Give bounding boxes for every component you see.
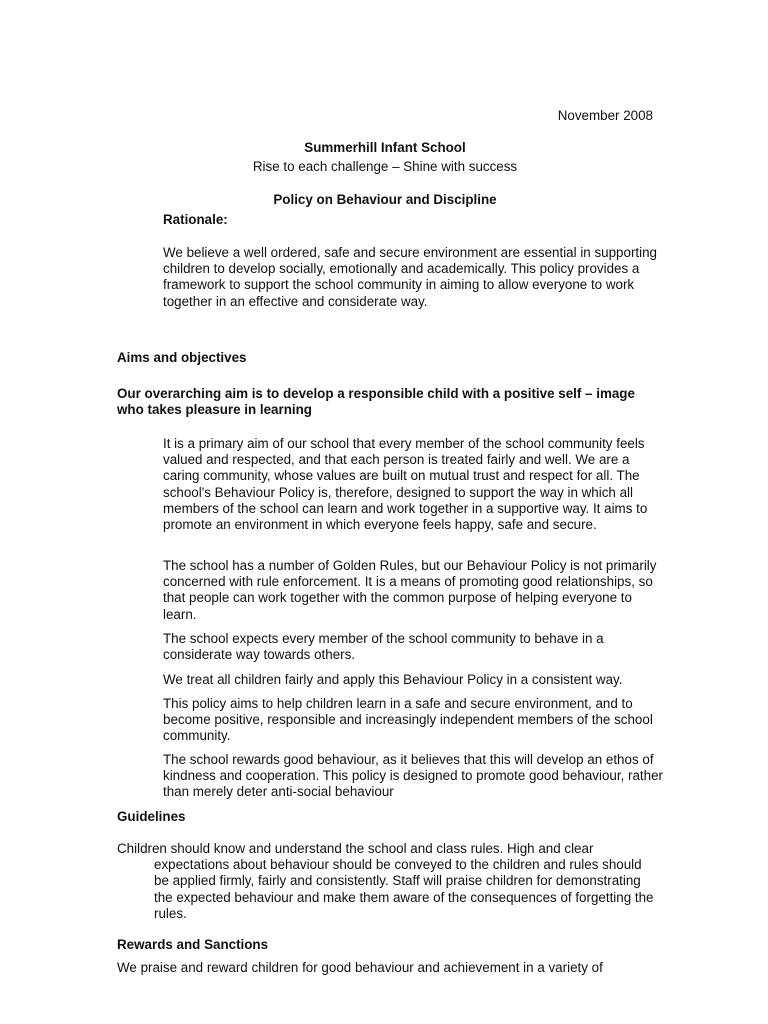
rewards-heading: Rewards and Sanctions	[117, 937, 269, 952]
aims-paragraph-6: The school rewards good behaviour, as it believes that this will develop an ethos of kindness and cooperation. This policy is designed to promote good behaviour, rather than merely deter anti-social behaviour	[163, 752, 663, 800]
rewards-paragraph: We praise and reward children for good behaviour and achievement in a variety of	[117, 960, 603, 975]
aims-paragraph-1: It is a primary aim of our school that every member of the school community feels valued and respected, and that each person is treated fairly and well. We are a caring community, whose values are built on mutual trust and respect for all. The school's Behaviour Policy is, therefore, designed to support the way in which all members of the school can learn and work together in a supportive way. It aims to promote an environment in which everyone feels happy, safe and secure.	[163, 436, 648, 533]
school-motto: Rise to each challenge – Shine with success	[252, 159, 518, 174]
guidelines-paragraph: Children should know and understand the school and class rules. High and clear expectations about behaviour should be conveyed to the children and rules should be applied firmly, fairly and consistently. Staff will praise children for demonstrating the expected behaviour and make them aware of the consequences of forgetting the rules.	[117, 841, 654, 921]
rationale-heading: Rationale:	[163, 212, 228, 227]
aims-paragraph-5: This policy aims to help children learn in a safe and secure environment, and to become positive, responsible and increasingly independent members of the school community.	[163, 696, 653, 744]
aims-paragraph-3: The school expects every member of the school community to behave in a considerate way towards others.	[163, 631, 604, 663]
guidelines-heading: Guidelines	[117, 809, 186, 824]
aims-paragraph-4: We treat all children fairly and apply this Behaviour Policy in a consistent way.	[163, 672, 623, 687]
overarching-aim: Our overarching aim is to develop a responsible child with a positive self – image who takes pleasure in learning	[117, 386, 635, 418]
aims-paragraph-2: The school has a number of Golden Rules, but our Behaviour Policy is not primarily concerned with rule enforcement. It is a means of promoting good relationships, so that people can work together with the common purpose of helping everyone to learn.	[163, 558, 657, 622]
rationale-paragraph: We believe a well ordered, safe and secure environment are essential in supporting children to develop socially, emotionally and academically. This policy provides a framework to support the school community in aiming to allow everyone to work together in an effective and considerate way.	[163, 245, 658, 309]
school-name: Summerhill Infant School	[304, 140, 466, 155]
aims-heading: Aims and objectives	[117, 350, 247, 365]
document-date: November 2008	[557, 108, 653, 123]
policy-title: Policy on Behaviour and Discipline	[273, 192, 497, 207]
